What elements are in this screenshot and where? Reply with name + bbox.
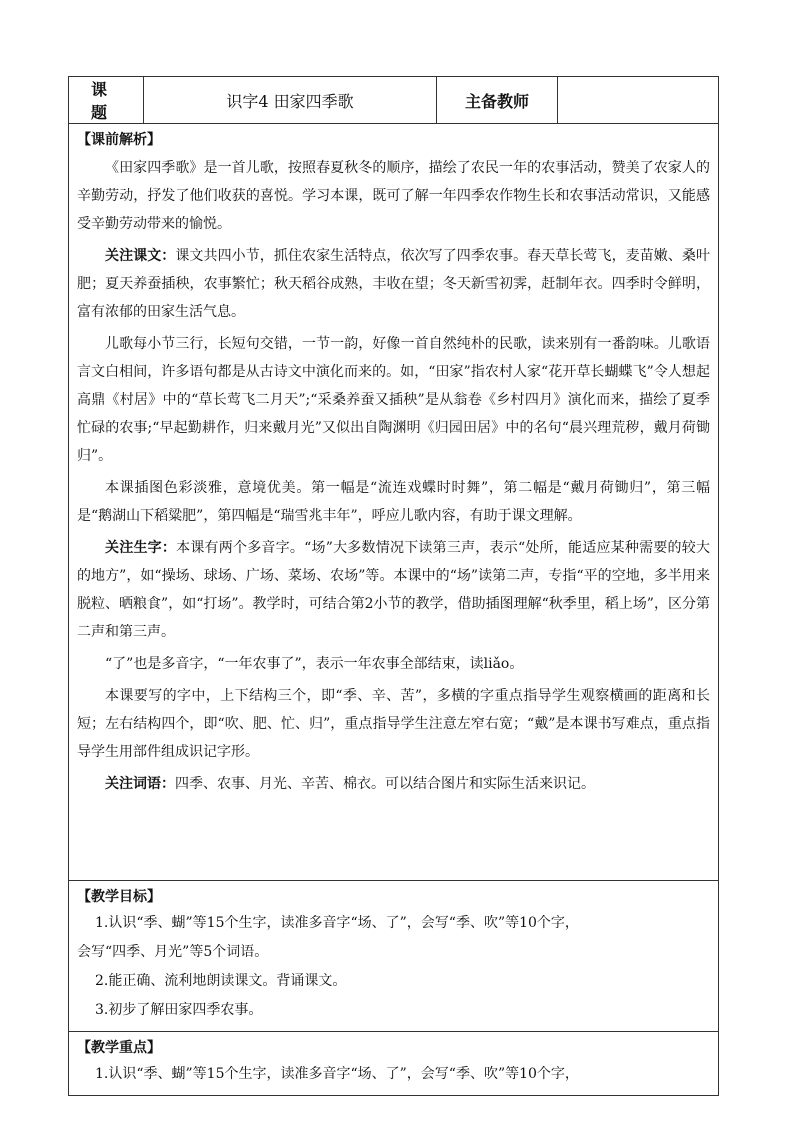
key-points-heading: 【教学重点】 bbox=[77, 1040, 161, 1056]
new-chars-paragraph bbox=[77, 534, 710, 646]
pre-analysis-heading: 【课前解析】 bbox=[77, 132, 161, 148]
text-focus-paragraph bbox=[77, 242, 710, 326]
key-points-section bbox=[69, 1032, 719, 1096]
writing-paragraph: 本课要写的字中，上下结构三个，即“季、辛、苦”，多横的字重点指导学生观察横画的距离和长短；左右结构四个，即“吹、肥、忙、归”，重点指导学生注意左窄右宽；“戴”是本课书写难点，重点指导学生用部件组成识记字形。 bbox=[77, 688, 710, 760]
polyphone-paragraph: “了”也是多音字，“一年农事了”，表示一年农事全部结束，读liǎo。 bbox=[105, 656, 524, 672]
key-point-item: 1.认识“季、蝴”等15个生字，读准多音字“场、了”，会写“季、吹”等10个字， bbox=[95, 1066, 579, 1082]
words-paragraph bbox=[77, 770, 710, 798]
goal-item: 1.认识“季、蝴”等15个生字，读准多音字“场、了”，会写“季、吹”等10个字， bbox=[95, 915, 579, 931]
pre-analysis-paragraph: 《田家四季歌》是一首儿歌，按照春夏秋冬的顺序，描绘了农民一年的农事活动，赞美了农家人的辛勤劳动，抒发了他们收获的喜悦。学习本课，既可了解一年四季农作物生长和农事活动常识，又能感受辛勤劳动带来的愉悦。 bbox=[77, 160, 710, 232]
goals-row bbox=[69, 881, 719, 1032]
words-body: 四季、农事、月光、辛苦、棉衣。可以结合图片和实际生活来识记。 bbox=[175, 776, 595, 792]
goal-item: 会写“四季、月光”等5个词语。 bbox=[77, 944, 269, 960]
illustration-paragraph: 本课插图色彩淡雅，意境优美。第一幅是“流连戏蝶时时舞”，第二幅是“戴月荷锄归”，第三幅是“鹅湖山下稻粱肥”，第四幅是“瑞雪兆丰年”，呼应儿歌内容，有助于课文理解。 bbox=[77, 480, 710, 524]
pre-analysis-row bbox=[69, 124, 719, 881]
topic-value: 识字4 田家四季歌 bbox=[144, 77, 437, 124]
lesson-plan-sheet bbox=[68, 76, 719, 1096]
goals-section bbox=[69, 881, 719, 1032]
goal-item: 2.能正确、流利地朗读课文。背诵课文。 bbox=[95, 973, 347, 989]
rhyme-paragraph: 儿歌每小节三行，长短句交错，一节一韵，好像一首自然纯朴的民歌，读来别有一番韵味。儿歌语言文白相间，许多语句都是从古诗文中演化而来的。如，“田家”指农村人家“花开草长蝴蝶飞”令人想起高鼎《村居》中的“草长莺飞二月天”;“采桑养蚕又插秧”是从翁卷《乡村四月》演化而来，描绘了夏季忙碌的农事;“早起勤耕作，归来戴月光”又似出自陶渊明《归园田居》中的名句“晨兴理荒秽，戴月荷锄归”。 bbox=[77, 336, 710, 464]
topic-label: 课 题 bbox=[69, 77, 144, 124]
teacher-value bbox=[558, 77, 719, 124]
goals-heading: 【教学目标】 bbox=[77, 889, 161, 905]
header-row bbox=[69, 77, 719, 124]
goal-item: 3.初步了解田家四季农事。 bbox=[95, 1002, 263, 1018]
key-points-row bbox=[69, 1032, 719, 1096]
lesson-plan-table bbox=[68, 76, 719, 1096]
words-lead: 关注词语： bbox=[105, 776, 175, 792]
text-focus-body: 课文共四小节，抓住农家生活特点，依次写了四季农事。春天草长莺飞，麦苗嫩、桑叶肥；夏天养蚕插秧，农事繁忙；秋天稻谷成熟，丰收在望；冬天新雪初霁，赶制年衣。四季时令鲜明，富有浓郁的田家生活气息。 bbox=[77, 248, 710, 320]
pre-analysis-section bbox=[69, 124, 719, 881]
new-chars-lead: 关注生字： bbox=[105, 540, 177, 556]
teacher-label: 主备教师 bbox=[437, 77, 558, 124]
new-chars-body: 本课有两个多音字。“场”大多数情况下读第三声，表示“处所，能适应某种需要的较大的地方”，如“操场、球场、广场、菜场、农场”等。本课中的“场”读第二声，专指“平的空地，多半用来脱粒、晒粮食”，如“打场”。教学时，可结合第2小节的教学，借助插图理解“秋季里，稻上场”，区分第二声和第三声。 bbox=[77, 540, 710, 640]
text-focus-lead: 关注课文： bbox=[105, 248, 176, 264]
